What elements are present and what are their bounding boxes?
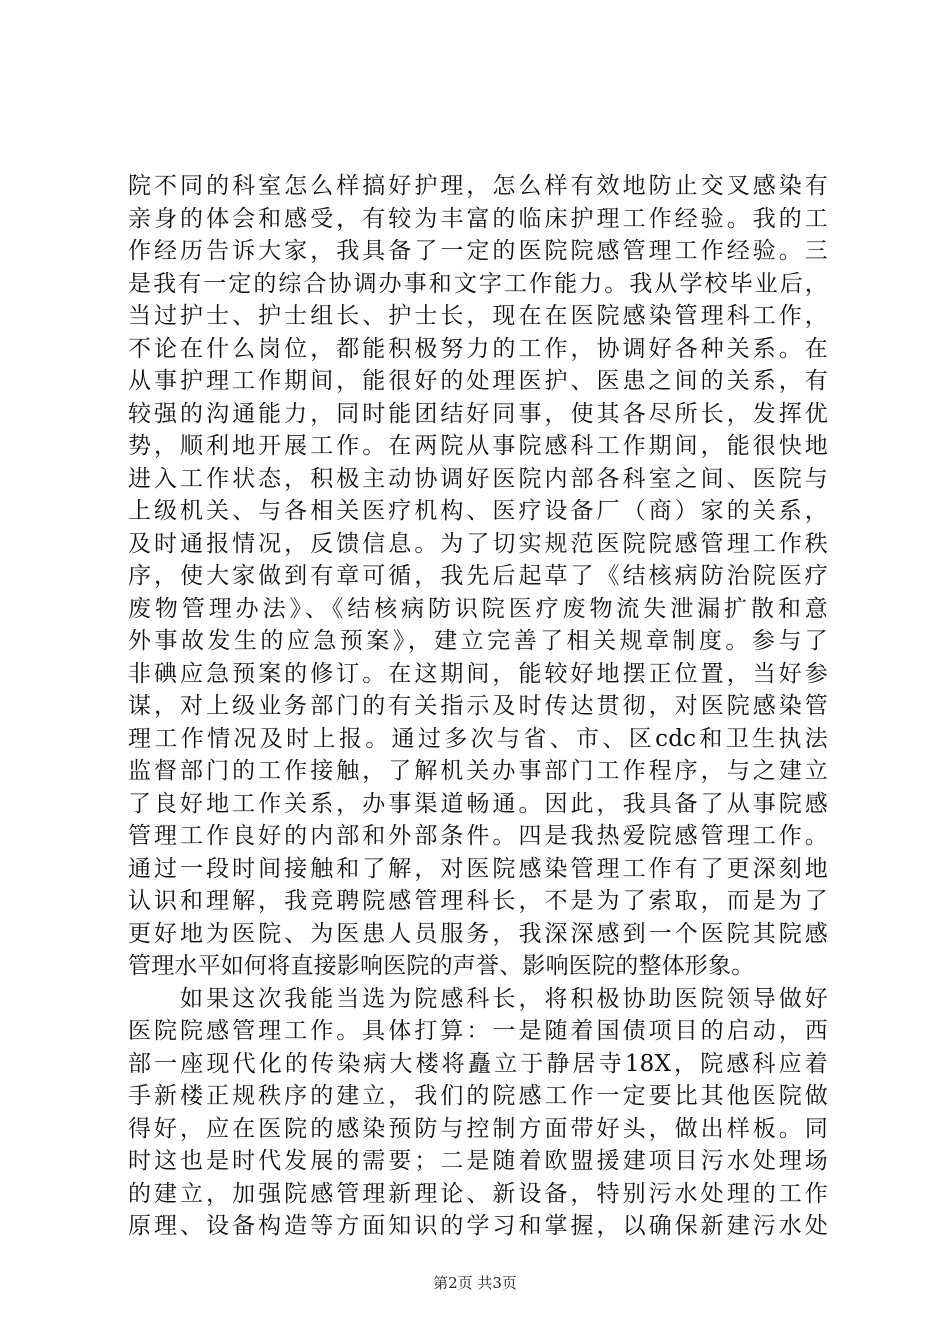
text-line: 如果这次我能当选为院感科长，将积极协助医院领导做好 xyxy=(128,985,828,1012)
page-footer: 第2页 共3页 xyxy=(433,1274,517,1292)
body-text xyxy=(128,170,828,1243)
text-line: 当过护士、护士组长、护士长，现在在医院感染管理科工作， xyxy=(128,303,828,329)
text-line: 作经历告诉大家，我具备了一定的医院院感管理工作经验。三 xyxy=(128,238,828,264)
text-line: 废物管理办法》、《结核病防识院医疗废物流失泄漏扩散和意 xyxy=(128,595,828,622)
text-line: 原理、设备构造等方面知识的学习和掌握，以确保新建污水处 xyxy=(128,1213,828,1239)
text-line: 较强的沟通能力，同时能团结好同事，使其各尽所长，发挥优 xyxy=(128,400,828,427)
text-line: 管理工作良好的内部和外部条件。四是我热爱院感管理工作。 xyxy=(128,823,828,849)
text-line: 更好地为医院、为医患人员服务，我深深感到一个医院其院感 xyxy=(128,920,828,947)
text-line: 得好，应在医院的感染预防与控制方面带好头，做出样板。同 xyxy=(128,1115,828,1142)
text-line: 上级机关、与各相关医疗机构、医疗设备厂（商）家的关系， xyxy=(128,498,828,524)
text-line: 外事故发生的应急预案》，建立完善了相关规章制度。参与了 xyxy=(128,628,828,654)
text-line: 手新楼正规秩序的建立，我们的院感工作一定要比其他医院做 xyxy=(128,1083,828,1109)
text-line: 不论在什么岗位，都能积极努力的工作，协调好各种关系。在 xyxy=(128,335,828,362)
text-line: 谋，对上级业务部门的有关指示及时传达贯彻，对医院感染管 xyxy=(128,693,828,719)
text-line: 是我有一定的综合协调办事和文字工作能力。我从学校毕业后， xyxy=(128,270,828,297)
text-line: 亲身的体会和感受，有较为丰富的临床护理工作经验。我的工 xyxy=(128,205,828,232)
text-line: 势，顺利地开展工作。在两院从事院感科工作期间，能很快地 xyxy=(128,433,828,459)
text-line: 理工作情况及时上报。通过多次与省、市、区cdc和卫生执法 xyxy=(128,725,828,752)
text-line: 院不同的科室怎么样搞好护理，怎么样有效地防止交叉感染有 xyxy=(128,173,828,199)
text-line: 认识和理解，我竞聘院感管理科长，不是为了索取，而是为了 xyxy=(128,888,828,914)
text-line: 通过一段时间接触和了解，对医院感染管理工作有了更深刻地 xyxy=(128,855,828,882)
text-line: 了良好地工作关系，办事渠道畅通。因此，我具备了从事院感 xyxy=(128,790,828,817)
text-line: 管理水平如何将直接影响医院的声誉、影响医院的整体形象。 xyxy=(128,953,755,979)
text-line: 进入工作状态，积极主动协调好医院内部各科室之间、医院与 xyxy=(128,465,828,492)
text-line: 及时通报情况，反馈信息。为了切实规范医院院感管理工作秩 xyxy=(128,530,828,557)
text-line: 的建立，加强院感管理新理论、新设备，特别污水处理的工作 xyxy=(128,1180,828,1207)
text-line: 非碘应急预案的修订。在这期间，能较好地摆正位置，当好参 xyxy=(128,660,828,687)
text-line: 时这也是时代发展的需要；二是随着欧盟援建项目污水处理场 xyxy=(128,1148,828,1174)
text-line: 医院院感管理工作。具体打算：一是随着国债项目的启动，西 xyxy=(128,1018,828,1044)
text-line: 部一座现代化的传染病大楼将矗立于静居寺18X，院感科应着 xyxy=(128,1050,828,1077)
text-line: 从事护理工作期间，能很好的处理医护、医患之间的关系，有 xyxy=(128,368,828,394)
text-line: 序，使大家做到有章可循，我先后起草了《结核病防治院医疗 xyxy=(128,563,828,589)
text-line: 监督部门的工作接触，了解机关办事部门工作程序，与之建立 xyxy=(128,758,828,784)
